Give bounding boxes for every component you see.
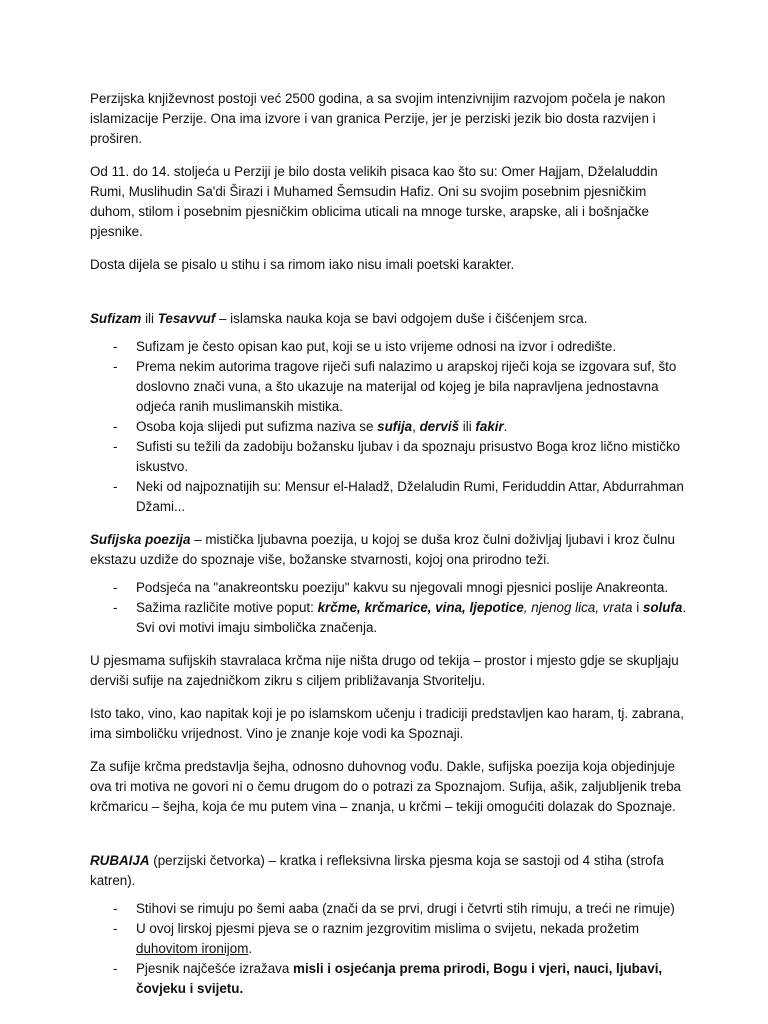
tesavvuf-term: Tesavvuf <box>157 311 216 326</box>
motives-bold: krčme, krčmarice, vina, ljepotice <box>317 600 524 615</box>
list-item: - Prema nekim autorima tragove riječi sufi nalazimo u arapskoj riječi koja se izgovara suf, što doslovno znači vuna, a što ukazuje na materijal od kojeg je bila napravljena jednostavna odjeća ranih muslimanskih mistika. <box>90 357 688 417</box>
rubaija-definition-text: (perzijski četvorka) – kratka i refleksivna lirska pjesma koja se sastoji od 4 stiha (strofa katren). <box>90 853 664 888</box>
rubaija-list <box>90 899 688 999</box>
sufizam-definition-text: – islamska nauka koja se bavi odgojem duše i čišćenjem srca. <box>215 311 588 326</box>
separator: , <box>412 419 420 434</box>
list-item-text: . Svi ovi motivi imaju simbolička značenja. <box>136 600 687 635</box>
list-item-text: Pjesnik najčešće izražava <box>136 961 294 976</box>
list-item: - Sufisti su težili da zadobiju božansku ljubav i da spoznaju prisustvo Boga kroz lično mističko iskustvo. <box>90 437 688 477</box>
list-item: - Neki od najpoznatijih su: Mensur el-Haladž, Dželaludin Rumi, Feriduddin Attar, Abdurrahman Džami... <box>90 477 688 517</box>
list-item <box>90 417 688 437</box>
document-page <box>90 89 688 1012</box>
separator: i <box>632 600 643 615</box>
underlined-phrase: duhovitom ironijom <box>136 941 249 956</box>
list-item <box>90 959 688 999</box>
motives-italic: , njenog lica, vrata <box>523 600 633 615</box>
fakir-term: fakir <box>475 419 504 434</box>
intro-paragraph-1: Perzijska književnost postoji već 2500 godina, a sa svojim intenzivnijim razvojom počela je nakon islamizacije Perzije. Ona ima izvore i van granica Perzije, jer je perziski jezik bio dosta razvijen i proširen. <box>90 91 666 146</box>
list-item-text: Osoba koja slijedi put sufizma naziva se <box>136 419 378 434</box>
separator: . <box>503 419 508 434</box>
poezija-list <box>90 578 688 638</box>
separator: . <box>248 941 253 956</box>
list-item <box>90 919 688 959</box>
list-item: - Podsjeća na "anakreontsku poeziju" kakvu su njegovali mnogi pjesnici poslije Anakreonta. <box>90 578 688 598</box>
sufijska-poezija-term: Sufijska poezija <box>90 532 191 547</box>
sufizam-conjunction: ili <box>141 311 158 326</box>
sufizam-definition <box>90 309 688 329</box>
dervis-term: derviš <box>419 419 460 434</box>
sufizam-term: Sufizam <box>90 311 142 326</box>
intro-paragraph-2: Od 11. do 14. stoljeća u Perziji je bilo dosta velikih pisaca kao što su: Omer Hajjam, Dželaluddin Rumi, Muslihudin Sa'di Širazi i Muhamed Šemsudin Hafiz. Oni su svojim posebnim pjesničkim duhom, stilom i posebnim pjesničkim oblicima uticali na mnoge turske, arapske, ali i bošnjačke pjesnike. <box>90 164 658 239</box>
sufija-term: sufija <box>377 419 413 434</box>
poezija-paragraph-2: Isto tako, vino, kao napitak koji je po islamskom učenju i tradiciji predstavljen kao haram, tj. zabrana, ima simboličku vrijednost. Vino je znanje koje vodi ka Spoznaji. <box>90 706 684 741</box>
list-item-text: Sažima različite motive poput: <box>136 600 318 615</box>
rubaija-term: RUBAIJA <box>90 853 150 868</box>
poezija-paragraph-3: Za sufije krčma predstavlja šejha, odnosno duhovnog vođu. Dakle, sufijska poezija koja objedinjuje ova tri motiva ne govori ni o čemu drugom do o potrazi za Spoznajom. Sufija, ašik, zaljubljenik treba krčmaricu – šejha, koja će mu putem vina – znanja, u krčmi – tekiji omogućiti dolazak do Spoznaje. <box>90 759 681 814</box>
intro-paragraph-3: Dosta dijela se pisalo u stihu i sa rimom iako nisu imali poetski karakter. <box>90 257 515 272</box>
list-item: - Sufizam je često opisan kao put, koji se u isto vrijeme odnosi na izvor i odredište. <box>90 337 688 357</box>
list-item <box>90 598 688 638</box>
list-item-text: U ovoj lirskoj pjesmi pjeva se o raznim jezgrovitim mislima o svijetu, nekada prožetim <box>136 921 640 936</box>
sufizam-list <box>90 337 688 517</box>
rubaija-definition <box>90 851 688 891</box>
poezija-paragraph-1: U pjesmama sufijskih stavralaca krčma nije ništa drugo od tekija – prostor i mjesto gdje se skupljaju derviši sufije na zajedničkom zikru s ciljem približavanja Stvoritelju. <box>90 653 679 688</box>
sufijska-poezija-definition <box>90 530 688 570</box>
list-item: - Stihovi se rimuju po šemi aaba (znači da se prvi, drugi i četvrti stih rimuju, a treći ne rimuje) <box>90 899 688 919</box>
bold-phrase: misli i osjećanja prema prirodi, Bogu i vjeri, nauci, ljubavi, čovjeku i svijetu. <box>136 961 663 996</box>
separator: ili <box>459 419 476 434</box>
solufa-term: solufa <box>642 600 683 615</box>
sufijska-poezija-definition-text: – mistička ljubavna poezija, u kojoj se duša kroz čulni doživljaj ljubavi i kroz čulnu ekstazu uzdiže do spoznaje više, božanske stvarnosti, kojoj ona prirodno teži. <box>90 532 675 567</box>
